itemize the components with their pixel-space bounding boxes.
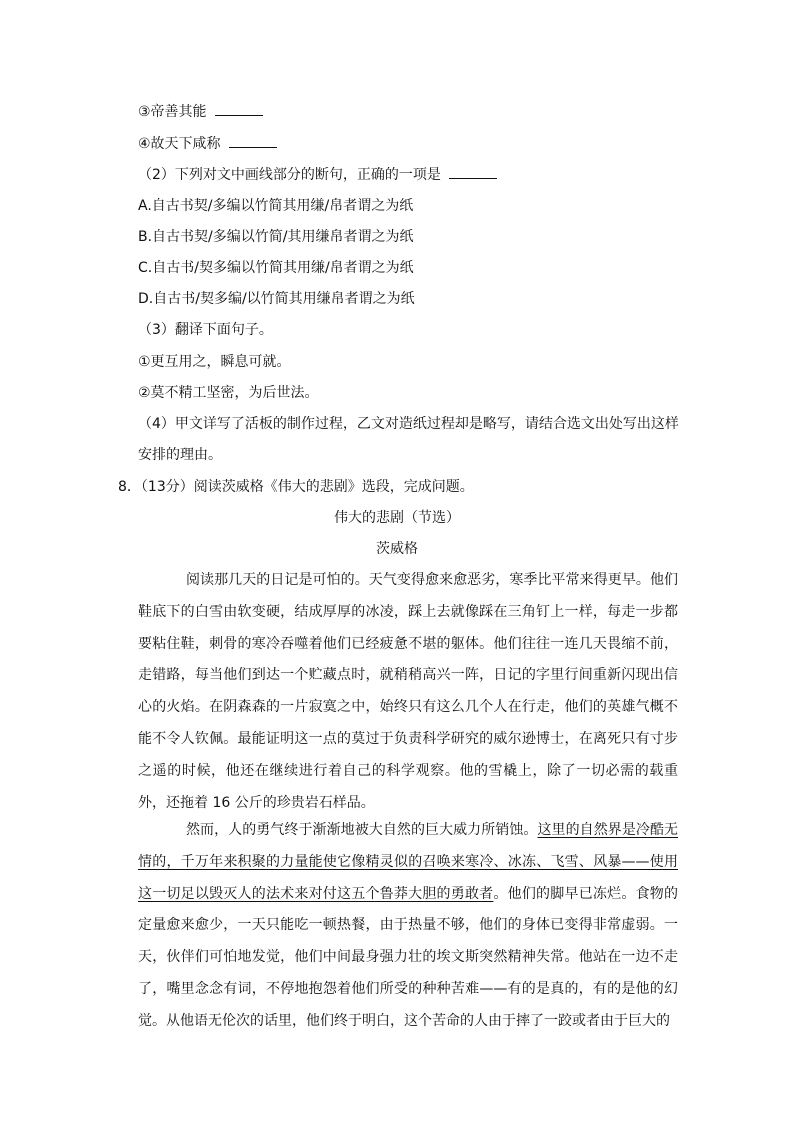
q8-header: 8．（13分）阅读茨威格《伟大的悲剧》选段，完成问题。 <box>118 479 474 495</box>
q7-part4-line-1: （4）甲文详写了活板的制作过程，乙文对造纸过程却是略写，请结合选文出处写出这样 <box>138 416 679 432</box>
option-c: C.自古书/契多编以竹简其用缣/帛者谓之为纸 <box>138 260 414 276</box>
answer-blank[interactable] <box>229 133 277 148</box>
q7-part3-sentence-1: ①更互用之，瞬息可就。 <box>138 354 291 370</box>
answer-blank[interactable] <box>215 101 263 116</box>
q7-item-4-text: ④故天下咸称 <box>138 136 221 152</box>
answer-blank[interactable] <box>449 164 497 179</box>
option-d: D.自古书/契多编/以竹简其用缣帛者谓之为纸 <box>138 291 415 307</box>
passage-title: 伟大的悲剧（节选） <box>334 510 460 526</box>
passage-paragraph-2 <box>138 815 678 1038</box>
q7-part3-sentence-2: ②莫不精工坚密，为后世法。 <box>138 385 319 401</box>
q7-item-3-text: ③帝善其能 <box>138 104 207 120</box>
underlined-passage: 这里的自然界是冷酷无情的，千万年来积聚的力量能使它像精灵似的召唤来寒冷、冰冻、飞雪、风暴——使用这一切足以毁灭人的法术来对付这五个鲁莽大胆的勇敢者 <box>138 822 679 902</box>
q7-part2-prompt <box>138 164 497 185</box>
q7-item-3 <box>138 101 263 122</box>
option-a: A.自古书契/多编以竹简其用缣/帛者谓之为纸 <box>138 198 414 214</box>
q7-part3-prompt: （3）翻译下面句子。 <box>138 322 273 338</box>
q7-item-4 <box>138 133 277 154</box>
paragraph-2-intro: 然而，人的勇气终于渐渐地被大自然的巨大威力所销蚀。 <box>186 822 538 838</box>
passage-paragraph-1: 阅读那几天的日记是可怕的。天气变得愈来愈恶劣，寒季比平常来得更早。他们鞋底下的白雪由软变硬，结成厚厚的冰凌，踩上去就像踩在三角钉上一样，每走一步都要粘住鞋，刺骨的寒冷吞噬着他们已经疲惫不堪的躯体。他们往往一连几天畏缩不前，走错路，每当他们到达一个贮藏点时，就稍稍高兴一阵，日记的字里行间重新闪现出信心的火焰。在阴森森的一片寂寞之中，始终只有这么几个人在行走，他们的英雄气概不能不令人钦佩。最能证明这一点的莫过于负责科学研究的威尔逊博士，在离死只有寸步之遥的时候，他还在继续进行着自己的科学观察。他的雪橇上，除了一切必需的载重外，还拖着 16 公斤的珍贵岩石样品。 <box>138 572 678 811</box>
paragraph-2-rest: 。他们的脚早已冻烂。食物的定量愈来愈少，一天只能吃一顿热餐，由于热量不够，他们的身体已变得非常虚弱。一天，伙伴们可怕地发觉，他们中间最身强力壮的埃文斯突然精神失常。他站在一边不走了，嘴里念念有词，不停地抱怨着他们所受的种种苦难——有的是真的，有的是他的幻觉。从他语无伦次的话里，他们终于明白，这个苦命的人由于摔了一跤或者由于巨大的 <box>138 885 679 1029</box>
q7-part4-line-2: 安排的理由。 <box>138 447 222 463</box>
passage-author: 茨威格 <box>376 541 418 557</box>
q7-part2-prompt-text: （2）下列对文中画线部分的断句，正确的一项是 <box>138 167 441 183</box>
option-b: B.自古书契/多编以竹简/其用缣帛者谓之为纸 <box>138 229 414 245</box>
